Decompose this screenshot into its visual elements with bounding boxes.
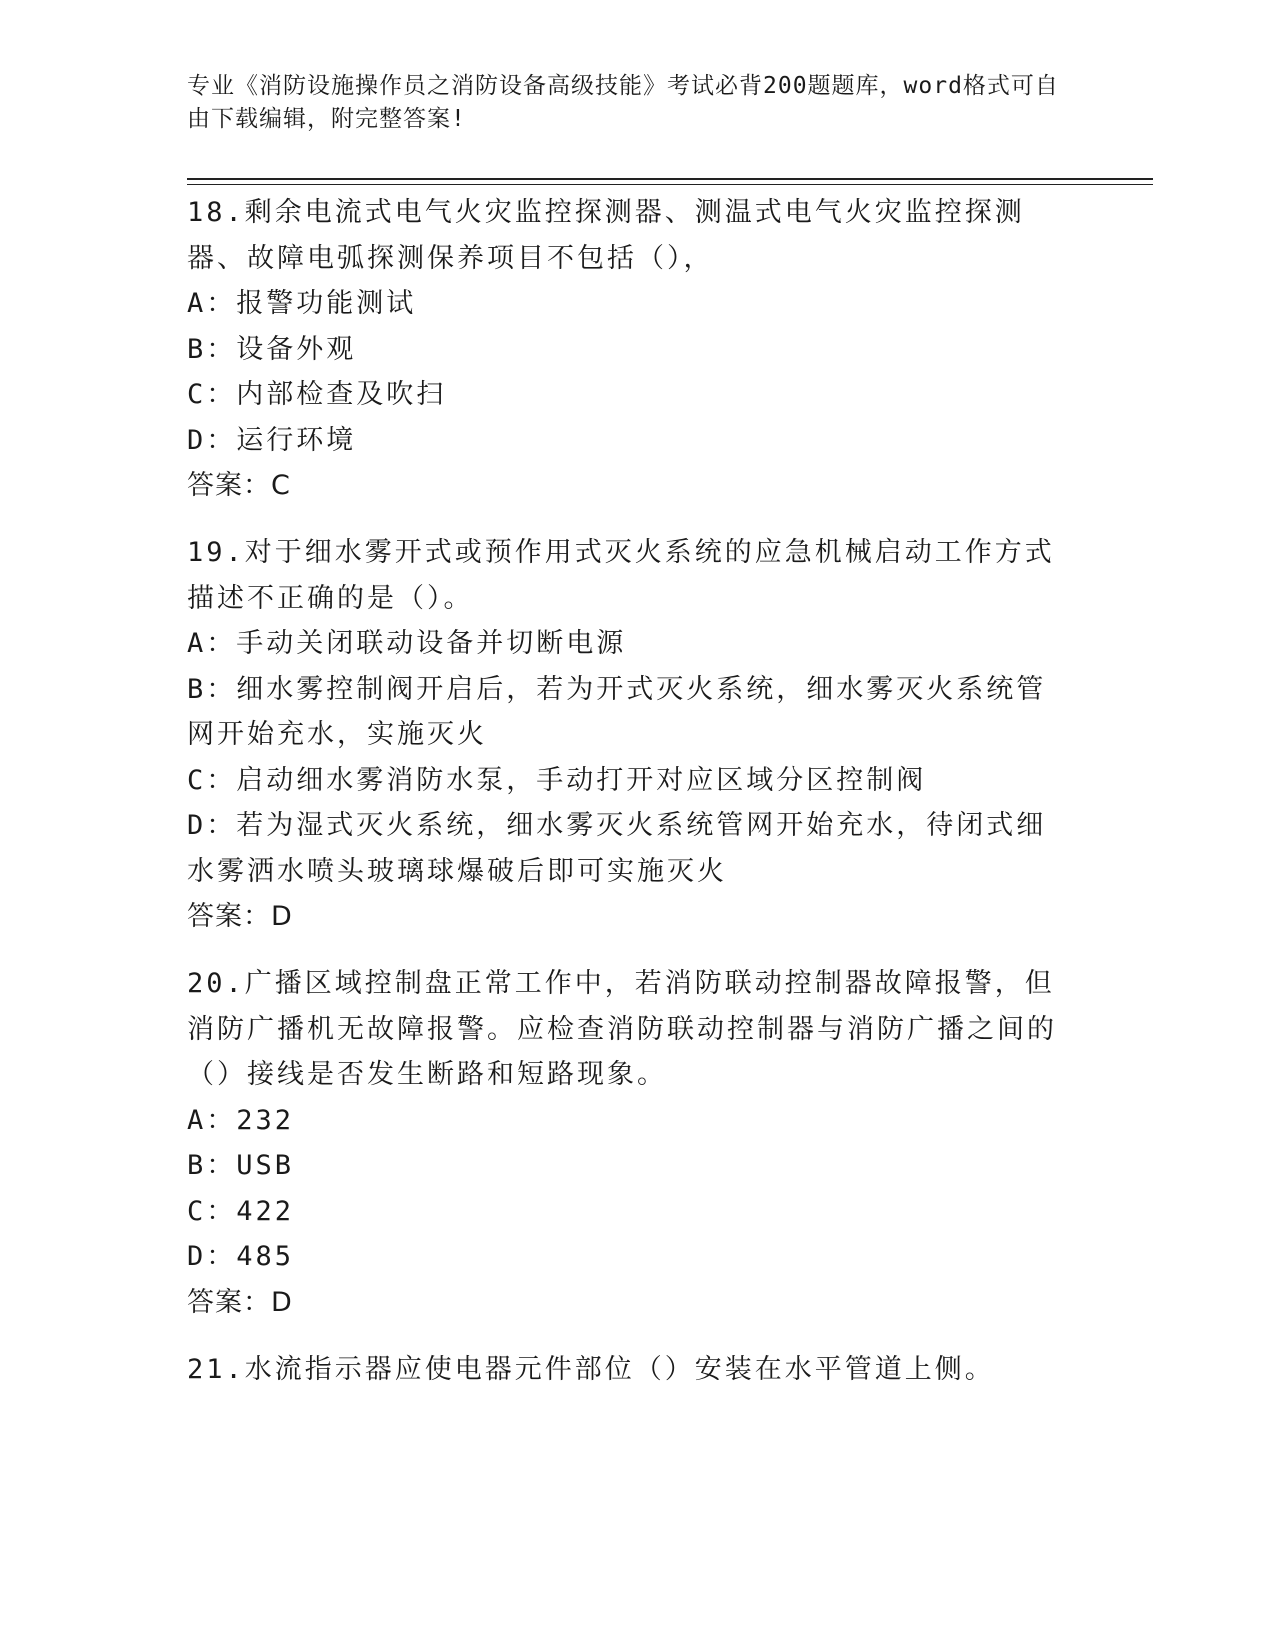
option-a: A：232 [187, 1104, 295, 1136]
option-a: A：报警功能测试 [187, 288, 417, 319]
option-b: B：设备外观 [187, 333, 357, 365]
question-20 [187, 961, 1067, 1326]
question-stem: 18.剩余电流式电气火灾监控探测器、测温式电气火灾监控探测器、故障电弧探测保养项目不包括（）， [187, 197, 1025, 274]
option-d: D：485 [187, 1241, 295, 1272]
answer-text: 答案：C [187, 470, 291, 501]
option-c: C：422 [187, 1195, 295, 1227]
option-c: C：内部检查及吹扫 [187, 379, 447, 410]
option-c: C：启动细水雾消防水泵，手动打开对应区域分区控制阀 [187, 764, 927, 796]
question-21 [187, 1347, 1067, 1393]
header-divider-thick [187, 178, 1153, 180]
question-stem: 21.水流指示器应使电器元件部位（）安装在水平管道上侧。 [187, 1353, 995, 1385]
document-header: 专业《消防设施操作员之消防设备高级技能》考试必背200题题库，word格式可自由下载编辑，附完整答案! [187, 73, 1059, 132]
option-d: D：若为湿式灭火系统，细水雾灭火系统管网开始充水，待闭式细水雾洒水喷头玻璃球爆破后即可实施灭火 [187, 810, 1047, 887]
question-stem: 20.广播区域控制盘正常工作中，若消防联动控制器故障报警，但消防广播机无故障报警。应检查消防联动控制器与消防广播之间的（）接线是否发生断路和短路现象。 [187, 968, 1057, 1090]
answer-text: 答案：D [187, 1286, 293, 1318]
option-a: A：手动关闭联动设备并切断电源 [187, 628, 627, 659]
question-18 [187, 190, 1067, 509]
header-divider-thin [187, 184, 1153, 185]
option-b: B：细水雾控制阀开启后，若为开式灭火系统，细水雾灭火系统管网开始充水，实施灭火 [187, 673, 1047, 750]
question-stem: 19.对于细水雾开式或预作用式灭火系统的应急机械启动工作方式描述不正确的是（）。 [187, 537, 1055, 614]
option-b: B：USB [187, 1150, 295, 1181]
question-19 [187, 530, 1067, 940]
answer-text: 答案：D [187, 901, 293, 932]
option-d: D：运行环境 [187, 424, 357, 456]
question-list [187, 190, 1067, 1413]
